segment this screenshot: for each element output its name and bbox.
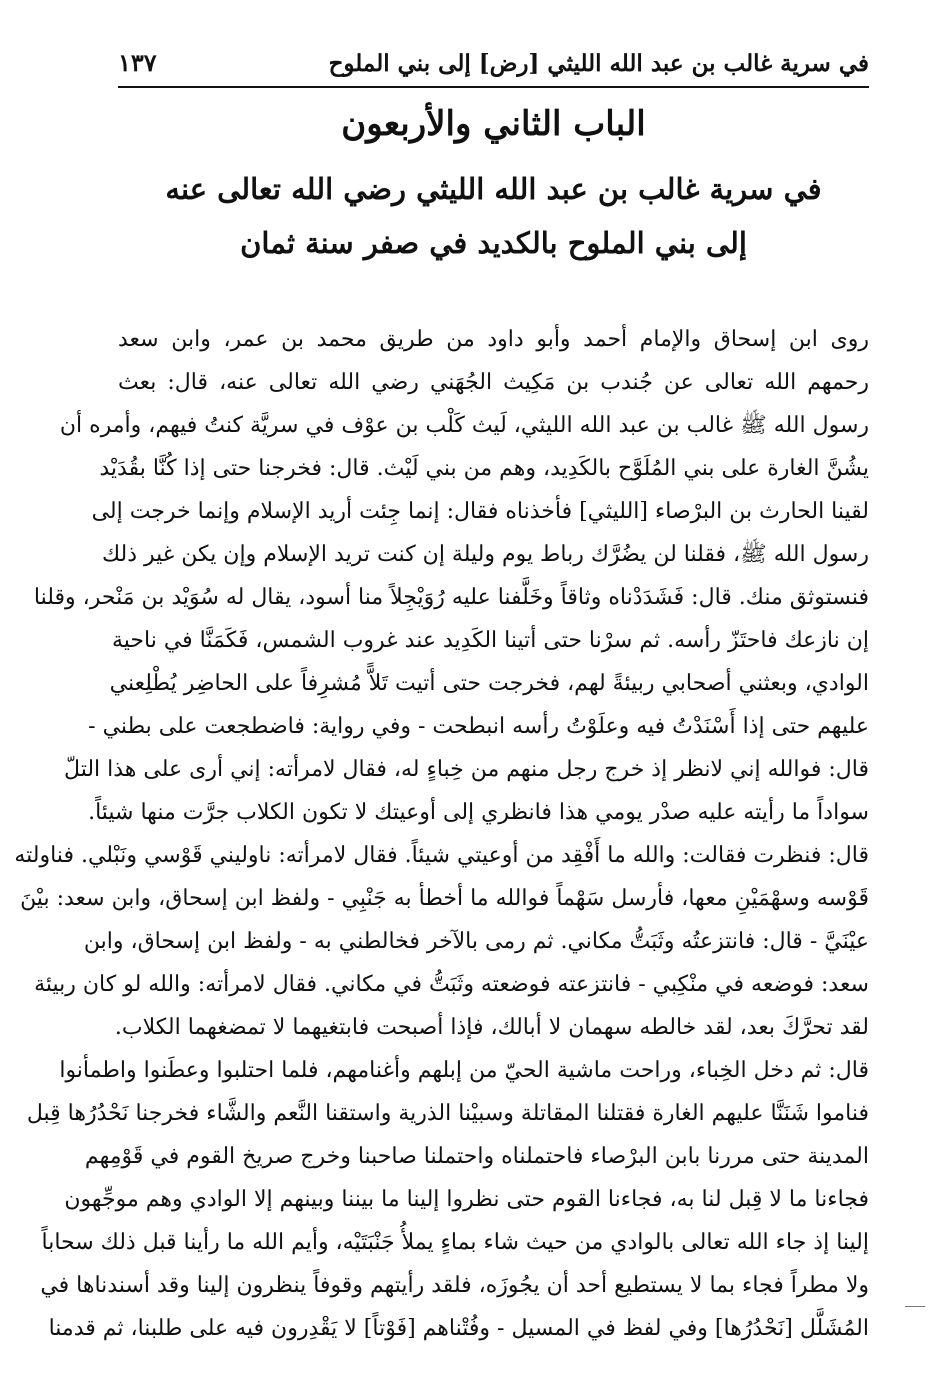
body-line: لقد تحرَّكَ بعد، لقد خالطه سهمان لا أبالك، فإذا أصبحت فابتغيهما لا تمضغهما الكلاب.	[114, 1015, 869, 1040]
body-line: لقينا الحارث بن البرْصاء [الليثي] فأخذناه فقال: إنما جِئت أريد الإسلام وإنما خرجت إلى	[91, 499, 869, 524]
body-line: روى ابن إسحاق والإمام أحمد وأبو داود من طريق محمد بن عمر، وابن سعد	[118, 327, 869, 352]
body-line: قَوْسه وسهْمَيْنِ معها، فأرسل سَهْماً فوالله ما أخطأ به جَنْبِي - ولفظ ابن إسحاق، وابن سعد: بيْنَ	[20, 886, 869, 911]
scan-edge-mark	[905, 1306, 925, 1307]
body-line: قال: ثم دخل الخِباء، وراحت ماشية الحيّ من إبلهم وأغنامهم، فلما احتلبوا وعطَنوا واطمأنوا	[59, 1058, 869, 1083]
chapter-subtitle-line: إلى بني الملوح بالكديد في صفر سنة ثمان	[240, 226, 747, 260]
body-line: المدينة حتى مررنا بابن البرْصاء فاحتملناه واحتملنا صاحبنا وخرج صريخ القوم في قَوْمِهم	[84, 1144, 869, 1169]
body-line: إلينا إذ جاء الله تعالى بالوادي من حيث شاء بماءٍ يملأُ جَنْبَتَيْه، وأيم الله ما رأينا قبل ذلك سحاباً	[41, 1230, 869, 1255]
body-line: المُشَلَّل [نَحْدُرُها] وفي لفظ في المسيل - وفُتْناهم [فَوْتاً] لا يَقْدِرون فيه على طلبنا، ثم قدمنا	[48, 1316, 869, 1341]
page-number: ١٣٧	[118, 48, 157, 77]
body-line: رسول الله ﷺ، فقلنا لن يضُرَّك رباط يوم وليلة إن كنت تريد الإسلام وإن يكن غير ذلك	[101, 542, 869, 567]
body-line: رحمهم الله تعالى عن جُندب بن مَكِيث الجُهَني رضي الله تعالى عنه، قال: بعث	[118, 370, 869, 395]
body-line: سواداً ما رأيته عليه صدْر يومي هذا فانظري إلى أوعيتك لا تكون الكلاب جرَّت منها شيئاً.	[88, 800, 869, 825]
running-header	[118, 44, 869, 88]
body-line: قال: فوالله إني لانظر إذ خرج رجل منهم من خِباءٍ له، فقال لامرأته: إني أرى على هذا التلّ	[64, 757, 869, 782]
body-line: ولا مطراً فجاء بما لا يستطيع أحد أن يجُوزَه، فلقد رأيتهم وقوفاً ينظرون إلينا وقد أسندناها في	[40, 1273, 869, 1298]
body-line: عليهم حتى إذا أَسْنَدْتُ فيه وعلَوْتُ رأسه انبطحت - وفي رواية: فاضطجعت على بطني -	[88, 714, 869, 739]
body-line: عيْنَيَّ - قال: فانتزعتُه وثَبَتُّ مكاني. ثم رمى بالآخر فخالطني به - ولفظ ابن إسحاق، وابن	[83, 929, 869, 954]
chapter-subtitle-line: في سرية غالب بن عبد الله الليثي رضي الله تعالى عنه	[165, 172, 822, 206]
body-line: إن نازعك فاحتَزّ رأسه. ثم سرْنا حتى أتينا الكَدِيد عند غروب الشمس، فَكَمَنَّا في ناحية	[111, 628, 869, 653]
running-title: في سرية غالب بن عبد الله الليثي [رض] إلى بني الملوح	[328, 50, 869, 77]
body-line: فناموا شَنَنَّا عليهم الغارة فقتلنا المقاتلة وسبيْنا الذرية واستقنا النَّعم والشَّاء فخرجنا نَحْدُرُها قِبل	[26, 1101, 869, 1126]
chapter-title: الباب الثاني والأربعون	[341, 104, 646, 144]
body-line: فجاءنا ما لا قِبل لنا به، فجاءنا القوم حتى نظروا إلينا ما بيننا وبينهم إلا الوادي وهم موجِّهون	[64, 1187, 869, 1212]
body-line: الوادي، وبعثني أصحابي ربيئةً لهم، فخرجت حتى أتيت تَلاًّ مُشرِفاً على الحاضِر يُطْلِعني	[109, 671, 869, 696]
body-line: فنستوثق منك. قال: فَشَدَدْناه وثاقاً وخَلَّفنا عليه رُوَيْجِلاً منا أسود، يقال له سُوَيْد بن مَنْحر، وقلنا	[33, 585, 869, 610]
body-text	[14, 318, 869, 1350]
body-line: سعد: فوضعه في منْكِبي - فانتزعته فوضعته وثَبَتُّ في مكاني. فقال لامرأته: والله لو كان ربيئة	[34, 972, 869, 997]
body-line: رسول الله ﷺ غالب بن عبد الله الليثي، لَيث كَلْب بن عوْف في سريَّة كنتُ فيهم، وأمره أن	[59, 413, 869, 438]
body-line: يشُنَّ الغارة على بني المُلَوَّح بالكَدِيد، وهم من بني لَيْث. قال: فخرجنا حتى إذا كُنَّا بقُدَيْد	[99, 456, 869, 481]
body-line: قال: فنظرت فقالت: والله ما أَفْقِد من أوعيتي شيئاً. فقال لامرأته: ناوليني قَوْسي ونَبْلي. فناولته	[14, 843, 869, 868]
